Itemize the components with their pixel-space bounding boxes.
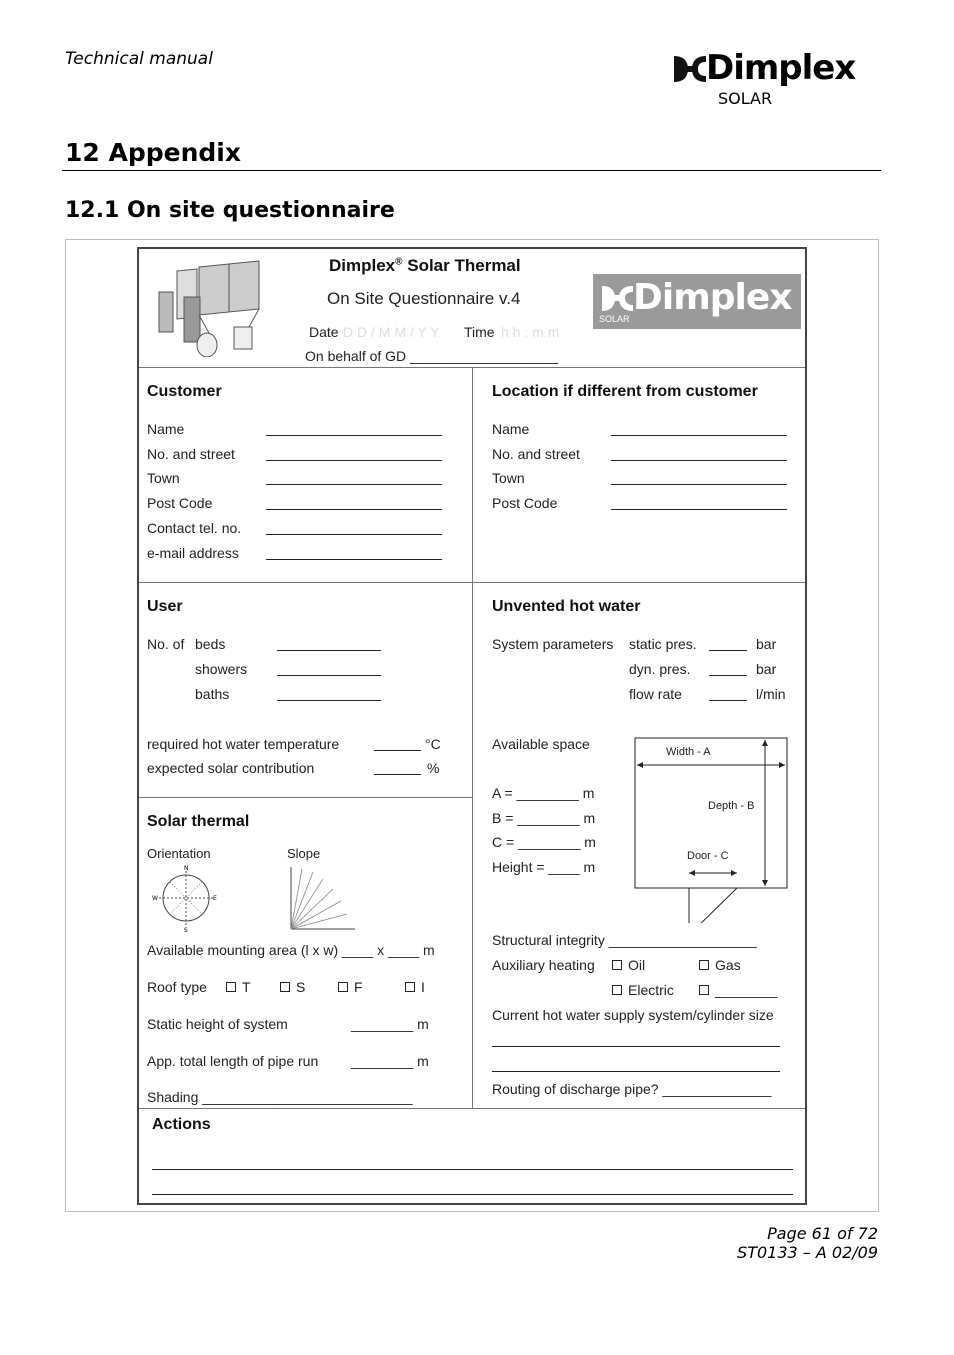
form-logo-sub: SOLAR	[599, 314, 630, 324]
checkbox-icon	[280, 982, 290, 992]
location-street-input[interactable]	[611, 460, 787, 461]
flow-rate-label: flow rate	[629, 686, 682, 702]
heading-rule	[62, 170, 881, 171]
solar-system-illustration	[149, 257, 314, 357]
svg-text:E: E	[213, 895, 217, 902]
dim-a-field[interactable]: A = ________ m	[492, 785, 595, 801]
current-supply-input-2[interactable]	[492, 1071, 780, 1072]
shading-field[interactable]: Shading ___________________________	[147, 1089, 413, 1105]
height-field[interactable]: Height = ____ m	[492, 859, 596, 875]
customer-email-label: e-mail address	[147, 545, 239, 561]
location-town-label: Town	[492, 470, 525, 486]
customer-town-input[interactable]	[266, 484, 442, 485]
flow-rate-unit: l/min	[756, 686, 786, 702]
user-req-temp-unit: °C	[425, 736, 441, 752]
customer-postcode-label: Post Code	[147, 495, 213, 511]
user-title: User	[147, 598, 183, 615]
flow-rate-input[interactable]	[709, 700, 747, 701]
user-baths-label: baths	[195, 686, 230, 702]
dyn-pres-unit: bar	[756, 661, 777, 677]
user-beds-input[interactable]	[277, 650, 381, 651]
form-logo-word: Dimplex	[633, 277, 792, 318]
roof-i-checkbox[interactable]: I	[405, 979, 425, 995]
time-label: Time	[464, 324, 495, 340]
roof-f-checkbox[interactable]: F	[338, 979, 363, 995]
date-field[interactable]: D D / M M / Y Y	[343, 324, 440, 340]
pipe-run-label: App. total length of pipe run	[147, 1053, 319, 1069]
form-logo-box	[593, 274, 801, 329]
routing-field[interactable]: Routing of discharge pipe? ______________	[492, 1081, 772, 1097]
customer-email-input[interactable]	[266, 559, 442, 560]
compass-icon	[151, 863, 221, 933]
time-field[interactable]: h h : m m	[501, 324, 560, 340]
questionnaire-form	[137, 247, 807, 1205]
available-space-label: Available space	[492, 736, 590, 752]
customer-town-label: Town	[147, 470, 180, 486]
dyn-pres-input[interactable]	[709, 675, 747, 676]
user-req-temp-label: required hot water temperature	[147, 736, 340, 752]
location-postcode-input[interactable]	[611, 509, 787, 510]
door-label: Door - C	[687, 850, 729, 862]
dyn-pres-label: dyn. pres.	[629, 661, 691, 677]
user-no-of-label: No. of	[147, 636, 185, 652]
customer-title: Customer	[147, 383, 222, 400]
orientation-label: Orientation	[147, 846, 211, 861]
pipe-run-field[interactable]: ________ m	[351, 1053, 429, 1069]
dimplex-logo	[670, 48, 880, 108]
user-showers-input[interactable]	[277, 675, 381, 676]
dim-c-field[interactable]: C = ________ m	[492, 834, 596, 850]
user-solar-contrib-input[interactable]	[374, 774, 421, 775]
checkbox-icon	[699, 985, 709, 995]
location-street-label: No. and street	[492, 446, 580, 462]
aux-oil-checkbox[interactable]: Oil	[612, 957, 645, 973]
location-town-input[interactable]	[611, 484, 787, 485]
customer-street-input[interactable]	[266, 460, 442, 461]
user-beds-label: beds	[195, 636, 226, 652]
unvented-title: Unvented hot water	[492, 598, 641, 615]
aux-other-checkbox[interactable]: ________	[699, 982, 777, 998]
static-pres-label: static pres.	[629, 636, 697, 652]
slope-label: Slope	[287, 846, 321, 861]
static-pres-input[interactable]	[709, 650, 747, 651]
structural-integrity-field[interactable]: Structural integrity ___________________	[492, 932, 757, 948]
page-number: Page 61 of 72	[767, 1224, 878, 1243]
customer-street-label: No. and street	[147, 446, 235, 462]
actions-title: Actions	[152, 1116, 211, 1133]
on-behalf-field[interactable]: On behalf of GD ___________________	[305, 348, 558, 364]
current-supply-label: Current hot water supply system/cylinder size	[492, 1007, 774, 1023]
static-height-field[interactable]: ________ m	[351, 1016, 429, 1032]
svg-text:S: S	[184, 927, 188, 933]
aux-electric-checkbox[interactable]: Electric	[612, 982, 674, 998]
divider	[139, 797, 472, 798]
subsection-heading: 12.1 On site questionnaire	[65, 198, 395, 223]
customer-name-input[interactable]	[266, 435, 442, 436]
customer-tel-label: Contact tel. no.	[147, 520, 242, 536]
form-title: Dimplex® Solar Thermal	[329, 256, 521, 275]
system-params-label: System parameters	[492, 636, 614, 652]
date-label: Date	[309, 324, 339, 340]
user-solar-contrib-unit: %	[427, 760, 440, 776]
checkbox-icon	[612, 985, 622, 995]
divider	[472, 367, 473, 1108]
checkbox-icon	[405, 982, 415, 992]
form-logo-icon	[599, 282, 637, 316]
logo-word: Dimplex	[706, 48, 856, 88]
actions-input-1[interactable]	[152, 1169, 793, 1170]
roof-type-label: Roof type	[147, 979, 207, 995]
checkbox-icon	[226, 982, 236, 992]
checkbox-icon	[699, 960, 709, 970]
location-name-label: Name	[492, 421, 530, 437]
slope-angle-icon	[285, 863, 361, 933]
depth-label: Depth - B	[708, 800, 755, 812]
customer-tel-input[interactable]	[266, 534, 442, 535]
checkbox-icon	[612, 960, 622, 970]
user-showers-label: showers	[195, 661, 248, 677]
divider	[139, 1108, 805, 1109]
user-solar-contrib-label: expected solar contribution	[147, 760, 315, 776]
svg-text:N: N	[184, 865, 189, 872]
current-supply-input-1[interactable]	[492, 1046, 780, 1047]
width-label: Width - A	[666, 746, 711, 758]
aux-gas-checkbox[interactable]: Gas	[699, 957, 741, 973]
logo-sub: SOLAR	[718, 89, 773, 108]
user-req-temp-input[interactable]	[374, 750, 421, 751]
mounting-area-field[interactable]: Available mounting area (l x w) ____ x ____ m	[147, 942, 435, 958]
section-heading: 12 Appendix	[65, 138, 241, 167]
solar-title: Solar thermal	[147, 813, 250, 830]
location-name-input[interactable]	[611, 435, 787, 436]
form-subtitle: On Site Questionnaire v.4	[327, 289, 521, 308]
checkbox-icon	[338, 982, 348, 992]
space-diagram	[629, 733, 794, 923]
static-height-label: Static height of system	[147, 1016, 288, 1032]
doc-reference: ST0133 – A 02/09	[737, 1243, 878, 1262]
svg-text:W: W	[152, 895, 158, 902]
actions-input-2[interactable]	[152, 1194, 793, 1195]
location-postcode-label: Post Code	[492, 495, 558, 511]
location-title: Location if different from customer	[492, 383, 758, 400]
dimplex-logo-icon	[670, 52, 710, 86]
roof-s-checkbox[interactable]: S	[280, 979, 305, 995]
dim-b-field[interactable]: B = ________ m	[492, 810, 596, 826]
header-doc-type: Technical manual	[65, 49, 213, 69]
roof-t-checkbox[interactable]: T	[226, 979, 251, 995]
aux-heating-label: Auxiliary heating	[492, 957, 595, 973]
divider	[139, 582, 805, 583]
customer-postcode-input[interactable]	[266, 509, 442, 510]
user-baths-input[interactable]	[277, 700, 381, 701]
static-pres-unit: bar	[756, 636, 777, 652]
customer-name-label: Name	[147, 421, 185, 437]
